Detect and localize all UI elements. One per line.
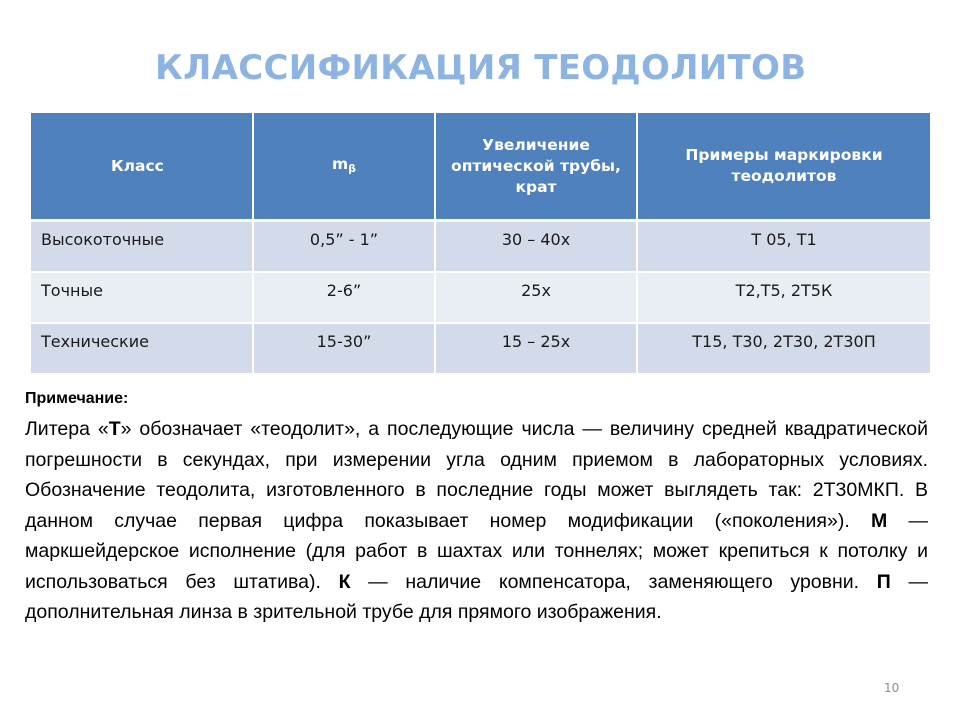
cell-magnification: 25х bbox=[435, 272, 637, 323]
header-m-subscript: β bbox=[348, 161, 357, 175]
cell-m: 0,5” - 1” bbox=[253, 221, 435, 273]
note-text: — маркшейдерское исполнение (для работ в шахтах или тоннелях; может крепиться к потолку и использоваться без штатива). bbox=[25, 509, 928, 593]
slide-title: КЛАССИФИКАЦИЯ ТЕОДОЛИТОВ bbox=[155, 48, 807, 88]
table-row bbox=[31, 221, 930, 273]
note-text: — наличие компенсатора, заменяющего уровни. bbox=[350, 570, 877, 593]
note-text: — дополнительная линза в зрительной трубе для прямого изображения. bbox=[25, 570, 928, 623]
cell-m: 15-30” bbox=[253, 323, 435, 374]
header-m-beta bbox=[253, 113, 435, 221]
note-text: Литера « bbox=[25, 418, 109, 440]
cell-m: 2-6” bbox=[253, 272, 435, 323]
note-letter-k: К bbox=[338, 570, 351, 593]
theodolite-classification-table bbox=[31, 113, 930, 375]
header-magnification: Увеличение оптической трубы, крат bbox=[435, 113, 637, 221]
table-header-row bbox=[31, 113, 930, 221]
cell-class: Высокоточные bbox=[31, 221, 253, 273]
note-paragraph bbox=[25, 414, 928, 628]
cell-examples: Т2,Т5, 2Т5К bbox=[637, 272, 930, 323]
header-examples: Примеры маркировки теодолитов bbox=[637, 113, 930, 221]
cell-class: Точные bbox=[31, 272, 253, 323]
note-letter-p: П bbox=[876, 570, 891, 593]
cell-magnification: 30 – 40х bbox=[435, 221, 637, 273]
cell-magnification: 15 – 25х bbox=[435, 323, 637, 374]
note-text: » обозначает «теодолит», а последующие числа — величину средней квадратической погрешности в секундах, при измерении угла одним приемом в лабораторных условиях. Обозначение теодолита, изготовленного в последние годы может выглядеть так: 2Т30МКП. В данном случае первая цифра показывает номер модификации («поколения»). bbox=[25, 418, 928, 532]
header-class: Класс bbox=[31, 113, 253, 221]
cell-examples: Т 05, Т1 bbox=[637, 221, 930, 273]
table-row bbox=[31, 323, 930, 374]
note-letter-t: Т bbox=[108, 418, 121, 440]
cell-class: Технические bbox=[31, 323, 253, 374]
note-letter-m: М bbox=[871, 509, 888, 532]
page-number: 10 bbox=[884, 681, 900, 695]
header-m-main: m bbox=[331, 154, 349, 173]
cell-examples: Т15, Т30, 2Т30, 2Т30П bbox=[637, 323, 930, 374]
note-heading: Примечание: bbox=[25, 390, 129, 407]
table-row bbox=[31, 272, 930, 323]
